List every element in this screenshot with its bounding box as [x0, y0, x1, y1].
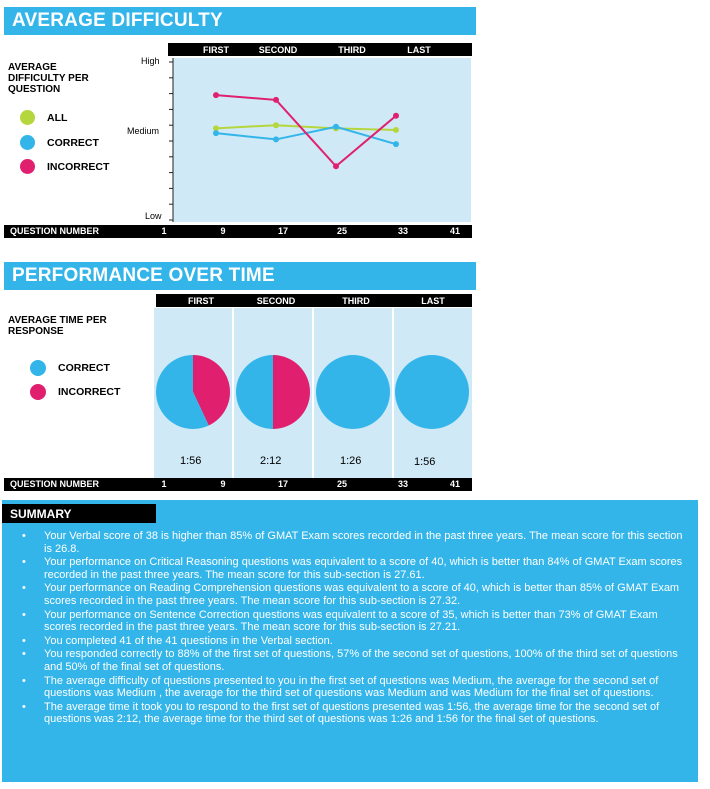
summary-item-critical-reasoning: • Your performance on Critical Reasoning questions was equivalent to a score of 40, which is better than 84% of GMAT Exam scores recorded in the past three years. The mean score for this sub-section is 27.61.: [22, 556, 690, 581]
qnum-tick-33: 33: [397, 226, 409, 236]
perf-qnum-tick-17: 17: [277, 479, 289, 489]
summary-item-sentence-correction: • Your performance on Sentence Correction questions was equivalent to a score of 35, which is better than 73% of GMAT Exam scores recorded in the past three years. The mean score for this sub-section is 27.21.: [22, 609, 690, 634]
perf-legend-item-correct: [30, 360, 110, 376]
legend-item-incorrect: [20, 159, 109, 174]
data-point-incorrect-q17: [273, 97, 279, 103]
performance-qnum-bar: [4, 478, 472, 491]
y-label-medium: Medium: [127, 126, 160, 136]
legend-item-correct: [20, 135, 99, 150]
data-point-incorrect-q33: [393, 113, 399, 119]
perf-qnum-tick-33: 33: [397, 479, 409, 489]
data-point-all-q17: [273, 122, 279, 128]
perf-legend-dot-incorrect: [30, 384, 46, 400]
pie-slice-third-correct: [316, 355, 390, 429]
data-point-all-q33: [393, 127, 399, 133]
legend-label-correct: CORRECT: [47, 136, 99, 149]
qnum-tick-1: 1: [161, 226, 167, 236]
pie-time-last: 1:56: [414, 456, 436, 468]
perf-qnum-tick-25: 25: [336, 479, 348, 489]
qnum-tick-9: 9: [220, 226, 226, 236]
legend-dot-correct: [20, 135, 35, 150]
legend-dot-incorrect: [20, 159, 35, 174]
pie-slice-second-incorrect: [273, 355, 310, 429]
difficulty-quarter-header: [168, 43, 472, 56]
perf-legend-item-incorrect: [30, 384, 120, 400]
pie-time-third: 1:26: [340, 455, 362, 467]
perf-legend-label-incorrect: INCORRECT: [58, 386, 121, 398]
summary-item-difficulty: • The average difficulty of questions presented to you in the first set of questions was Medium, the average for the second set of questions was Medium , the average for the third set of questions was Medium and was Medium for the final set of questions.: [22, 675, 690, 700]
perf-quarter-label-third: THIRD: [342, 296, 370, 306]
qnum-tick-41: 41: [449, 226, 461, 236]
perf-qnum-label: QUESTION NUMBER: [10, 479, 100, 489]
performance-side-title: AVERAGE TIME PER RESPONSE: [8, 315, 107, 337]
summary-label: SUMMARY: [2, 504, 156, 523]
difficulty-side-title: AVERAGE DIFFICULTY PER QUESTION: [8, 62, 89, 95]
summary-item-completed: • You completed 41 of the 41 questions in the Verbal section.: [22, 635, 690, 648]
legend-dot-all: [20, 110, 35, 125]
data-point-correct-q17: [273, 136, 279, 142]
data-point-correct-q33: [393, 141, 399, 147]
quarter-label-third: THIRD: [338, 45, 366, 55]
perf-qnum-tick-1: 1: [161, 479, 167, 489]
performance-header: PERFORMANCE OVER TIME: [4, 262, 476, 290]
perf-quarter-label-first: FIRST: [188, 296, 214, 306]
perf-qnum-tick-41: 41: [449, 479, 461, 489]
pie-slice-last-correct: [395, 355, 469, 429]
legend-label-all: ALL: [47, 111, 68, 124]
summary-item-verbal-score: • Your Verbal score of 38 is higher than 85% of GMAT Exam scores recorded in the past three years. The mean score for this section is 26.8.: [22, 530, 690, 555]
perf-quarter-label-second: SECOND: [256, 296, 296, 306]
difficulty-line-chart: [166, 56, 472, 224]
summary-item-timing: • The average time it took you to respond to the first set of questions presented was 1:56, the average time for the second set of questions was 2:12, the average time for the third set of questions was 1:26 and 1:56 for the final set of questions.: [22, 701, 690, 726]
perf-quarter-label-last: LAST: [421, 296, 445, 306]
perf-legend-label-correct: CORRECT: [58, 362, 110, 374]
data-point-incorrect-q25: [333, 163, 339, 169]
data-point-incorrect-q9: [213, 92, 219, 98]
pie-time-first: 1:56: [180, 455, 202, 467]
summary-item-correct-rate: • You responded correctly to 88% of the first set of questions, 57% of the second set of questions, 100% of the third set of questions and 50% of the final set of questions.: [22, 648, 690, 673]
pie-slice-second-correct: [236, 355, 273, 429]
y-label-high: High: [141, 56, 160, 66]
data-point-correct-q9: [213, 130, 219, 136]
quarter-label-second: SECOND: [258, 45, 298, 55]
quarter-label-last: LAST: [407, 45, 431, 55]
legend-label-incorrect: INCORRECT: [47, 160, 110, 173]
legend-item-all: [20, 110, 67, 125]
qnum-tick-17: 17: [277, 226, 289, 236]
perf-qnum-tick-9: 9: [220, 479, 226, 489]
summary-list: [22, 530, 690, 727]
pie-time-second: 2:12: [260, 455, 282, 467]
qnum-label: QUESTION NUMBER: [10, 226, 100, 236]
perf-legend-dot-correct: [30, 360, 46, 376]
plot-area: [173, 58, 471, 222]
difficulty-qnum-bar: [4, 225, 472, 238]
performance-pie-charts: [154, 308, 472, 478]
quarter-label-first: FIRST: [203, 45, 229, 55]
summary-item-reading-comprehension: • Your performance on Reading Comprehension questions was equivalent to a score of 40, which is better than 85% of GMAT Exam scores recorded in the past three years. The mean score for this sub-section is 27.32.: [22, 582, 690, 607]
y-label-low: Low: [145, 211, 162, 221]
difficulty-header: AVERAGE DIFFICULTY: [4, 7, 476, 35]
performance-quarter-header: [156, 294, 472, 307]
qnum-tick-25: 25: [336, 226, 348, 236]
data-point-correct-q25: [333, 124, 339, 130]
